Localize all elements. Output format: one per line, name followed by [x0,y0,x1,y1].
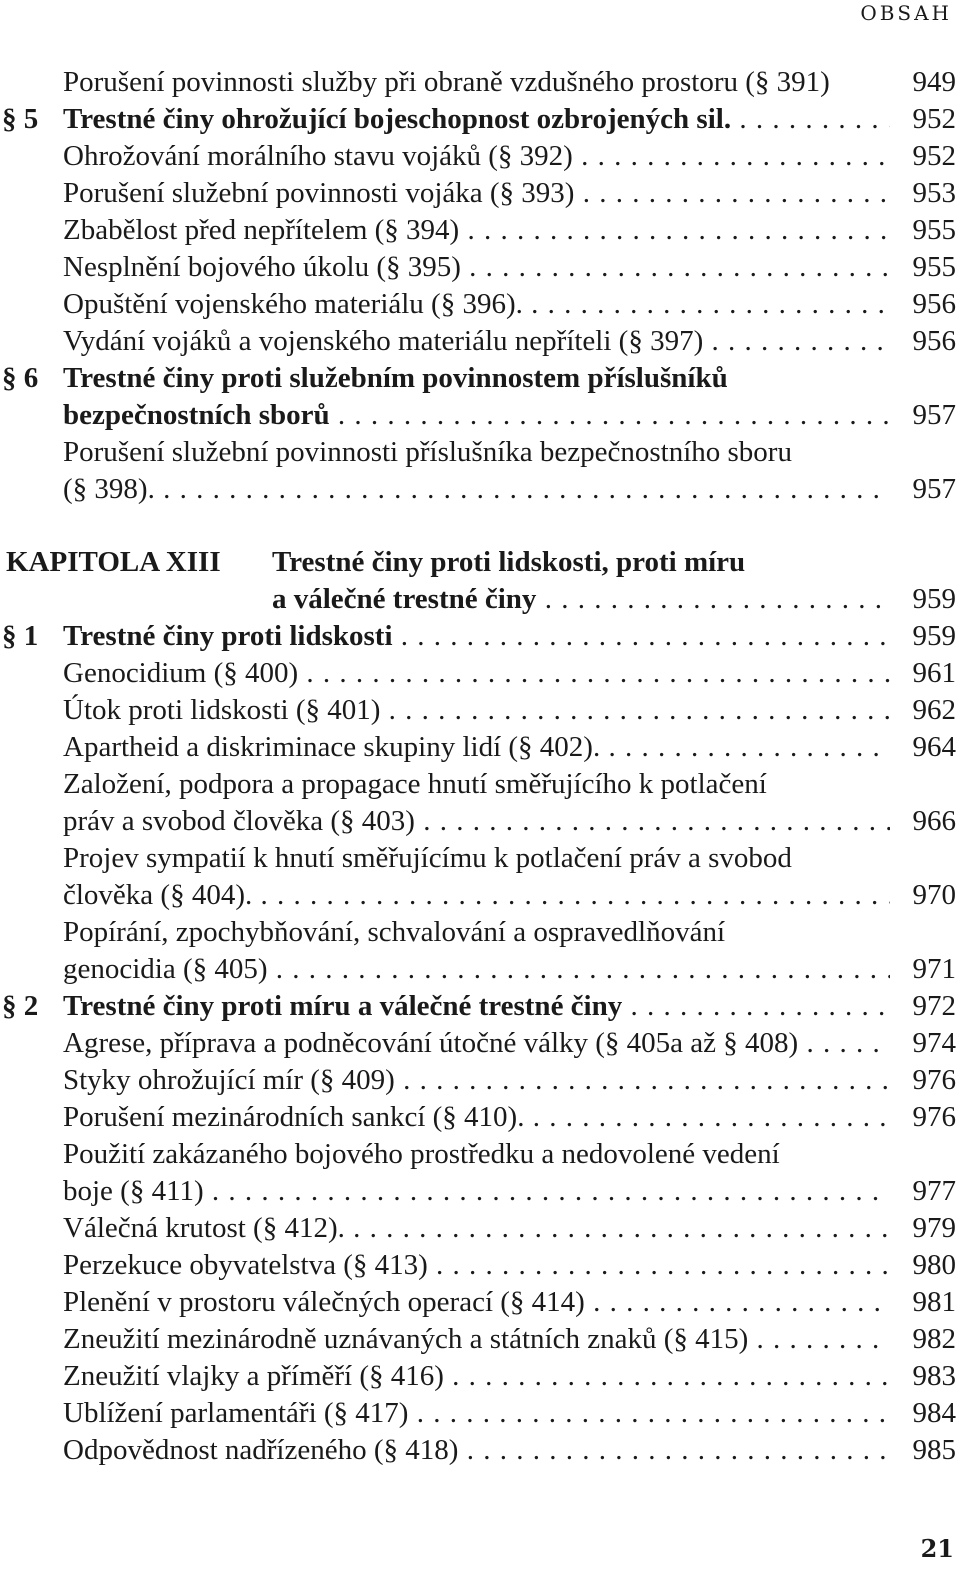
toc-entry[interactable] [0,1358,960,1395]
page-ref: 953 [890,175,956,212]
entry-title: genocidia (§ 405) . . . [63,953,890,985]
entry-title: Plenění v prostoru válečných operací (§ 414) . . . [63,1286,890,1318]
page-ref: 949 [890,64,956,101]
entry-title: Ublížení parlamentáři (§ 417) . . . [63,1397,890,1429]
page-ref: 964 [890,729,956,766]
entry-title: Perzekuce obyvatelstva (§ 413) . . . [63,1249,890,1281]
toc-entry[interactable] [0,1284,960,1321]
toc-entry[interactable] [0,1136,960,1173]
toc-entry[interactable] [0,803,960,840]
toc-entry[interactable] [0,692,960,729]
page-ref: 961 [890,655,956,692]
toc-entry[interactable] [0,1025,960,1062]
section-number: § 5 [2,103,39,135]
toc-entry[interactable] [0,249,960,286]
chapter-heading[interactable] [0,544,960,581]
chapter-spacer [0,508,960,544]
toc-entry[interactable] [0,434,960,471]
entry-title: Projev sympatií k hnutí směřujícímu k potlačení práv a svobod [63,842,792,874]
toc-entry[interactable] [0,840,960,877]
chapter-title: a válečné trestné činy . . . [272,583,890,615]
entry-title: Popírání, zpochybňování, schvalování a ospravedlňování [63,916,726,948]
toc-entry[interactable] [0,1173,960,1210]
toc-entry[interactable] [0,877,960,914]
entry-title: Odpovědnost nadřízeného (§ 418) . . . [63,1434,890,1466]
page-ref: 977 [890,1173,956,1210]
chapter-heading[interactable] [0,581,960,618]
entry-title: Založení, podpora a propagace hnutí směřujícího k potlačení [63,768,767,800]
toc-entry[interactable] [0,1247,960,1284]
page-ref: 955 [890,212,956,249]
toc-entry[interactable] [0,618,960,655]
toc-entry[interactable] [0,1321,960,1358]
page-ref: 966 [890,803,956,840]
page-ref: 974 [890,1025,956,1062]
toc-entry[interactable] [0,360,960,397]
chapter-title: Trestné činy proti lidskosti, proti míru [272,546,746,578]
toc-entry[interactable] [0,1210,960,1247]
entry-title: Genocidium (§ 400) . . . [63,657,890,689]
running-header: OBSAH [860,1,952,25]
page-ref: 970 [890,877,956,914]
entry-title: Trestné činy proti lidskosti . . . [63,620,890,652]
entry-title: Útok proti lidskosti (§ 401) . . . [63,694,890,726]
entry-title: Trestné činy proti služebním povinnostem příslušníků [63,362,728,394]
entry-title: Trestné činy ohrožující bojeschopnost ozbrojených sil. . . . [63,103,890,135]
page-ref: 959 [890,618,956,655]
entry-title: Apartheid a diskriminace skupiny lidí (§ 402). . . . [63,731,890,763]
entry-title: Porušení mezinárodních sankcí (§ 410). . . . [63,1101,890,1133]
page-ref: 959 [890,581,956,618]
page-ref: 962 [890,692,956,729]
page-ref: 982 [890,1321,956,1358]
entry-title: Zneužití vlajky a příměří (§ 416) . . . [63,1360,890,1392]
page-ref: 980 [890,1247,956,1284]
toc-entry[interactable] [0,914,960,951]
toc-entry[interactable] [0,64,960,101]
entry-title: Vydání vojáků a vojenského materiálu nepříteli (§ 397) . . . [63,325,890,357]
page-ref: 955 [890,249,956,286]
page-ref: 984 [890,1395,956,1432]
toc-entry[interactable] [0,951,960,988]
page-ref: 957 [890,397,956,434]
entry-title: Zneužití mezinárodně uznávaných a státních znaků (§ 415) . . . [63,1323,890,1355]
section-number: § 1 [2,620,39,652]
toc-entry[interactable] [0,988,960,1025]
entry-title: boje (§ 411) . . . [63,1175,890,1207]
toc-entry[interactable] [0,1432,960,1469]
page-number: 21 [920,1534,954,1563]
page-ref: 956 [890,286,956,323]
entry-title: (§ 398). . . . [63,473,890,505]
toc-entry[interactable] [0,286,960,323]
toc-entry[interactable] [0,1099,960,1136]
entry-title: Porušení povinnosti služby při obraně vzdušného prostoru (§ 391) [63,66,830,98]
page-ref: 979 [890,1210,956,1247]
entry-title: Použití zakázaného bojového prostředku a nedovolené vedení [63,1138,780,1170]
entry-title: Opuštění vojenského materiálu (§ 396). . . . [63,288,890,320]
entry-title: člověka (§ 404). . . . [63,879,890,911]
chapter-label: KAPITOLA XIII [6,546,221,578]
entry-title: Porušení služební povinnosti vojáka (§ 393) . . . [63,177,890,209]
entry-title: Porušení služební povinnosti příslušníka bezpečnostního sboru [63,436,792,468]
page-ref: 952 [890,101,956,138]
toc-entry[interactable] [0,212,960,249]
entry-title: Nesplnění bojového úkolu (§ 395) . . . [63,251,890,283]
page-ref: 976 [890,1099,956,1136]
entry-title: Ohrožování morálního stavu vojáků (§ 392) . . . [63,140,890,172]
toc-entry[interactable] [0,471,960,508]
entry-title: Trestné činy proti míru a válečné trestné činy . . . [63,990,890,1022]
toc-entry[interactable] [0,138,960,175]
entry-title: bezpečnostních sborů . . . [63,399,890,431]
toc-entry[interactable] [0,323,960,360]
entry-title: Zbabělost před nepřítelem (§ 394) . . . [63,214,890,246]
toc-entry[interactable] [0,655,960,692]
entry-title: práv a svobod člověka (§ 403) . . . [63,805,890,837]
toc-entry[interactable] [0,397,960,434]
toc-entry[interactable] [0,1062,960,1099]
section-number: § 2 [2,990,39,1022]
toc-entry[interactable] [0,729,960,766]
section-number: § 6 [2,362,39,394]
page-ref: 985 [890,1432,956,1469]
page-ref: 972 [890,988,956,1025]
page-ref: 971 [890,951,956,988]
entry-title: Agrese, příprava a podněcování útočné války (§ 405a až § 408) . . . [63,1027,890,1059]
toc-entry[interactable] [0,101,960,138]
toc-entry[interactable] [0,1395,960,1432]
entry-title: Válečná krutost (§ 412). . . . [63,1212,890,1244]
entry-title: Styky ohrožující mír (§ 409) . . . [63,1064,890,1096]
page-ref: 981 [890,1284,956,1321]
toc-entry[interactable] [0,766,960,803]
page-ref: 956 [890,323,956,360]
table-of-contents [0,64,960,1469]
page-ref: 976 [890,1062,956,1099]
page-ref: 983 [890,1358,956,1395]
page-ref: 957 [890,471,956,508]
toc-entry[interactable] [0,175,960,212]
page-ref: 952 [890,138,956,175]
